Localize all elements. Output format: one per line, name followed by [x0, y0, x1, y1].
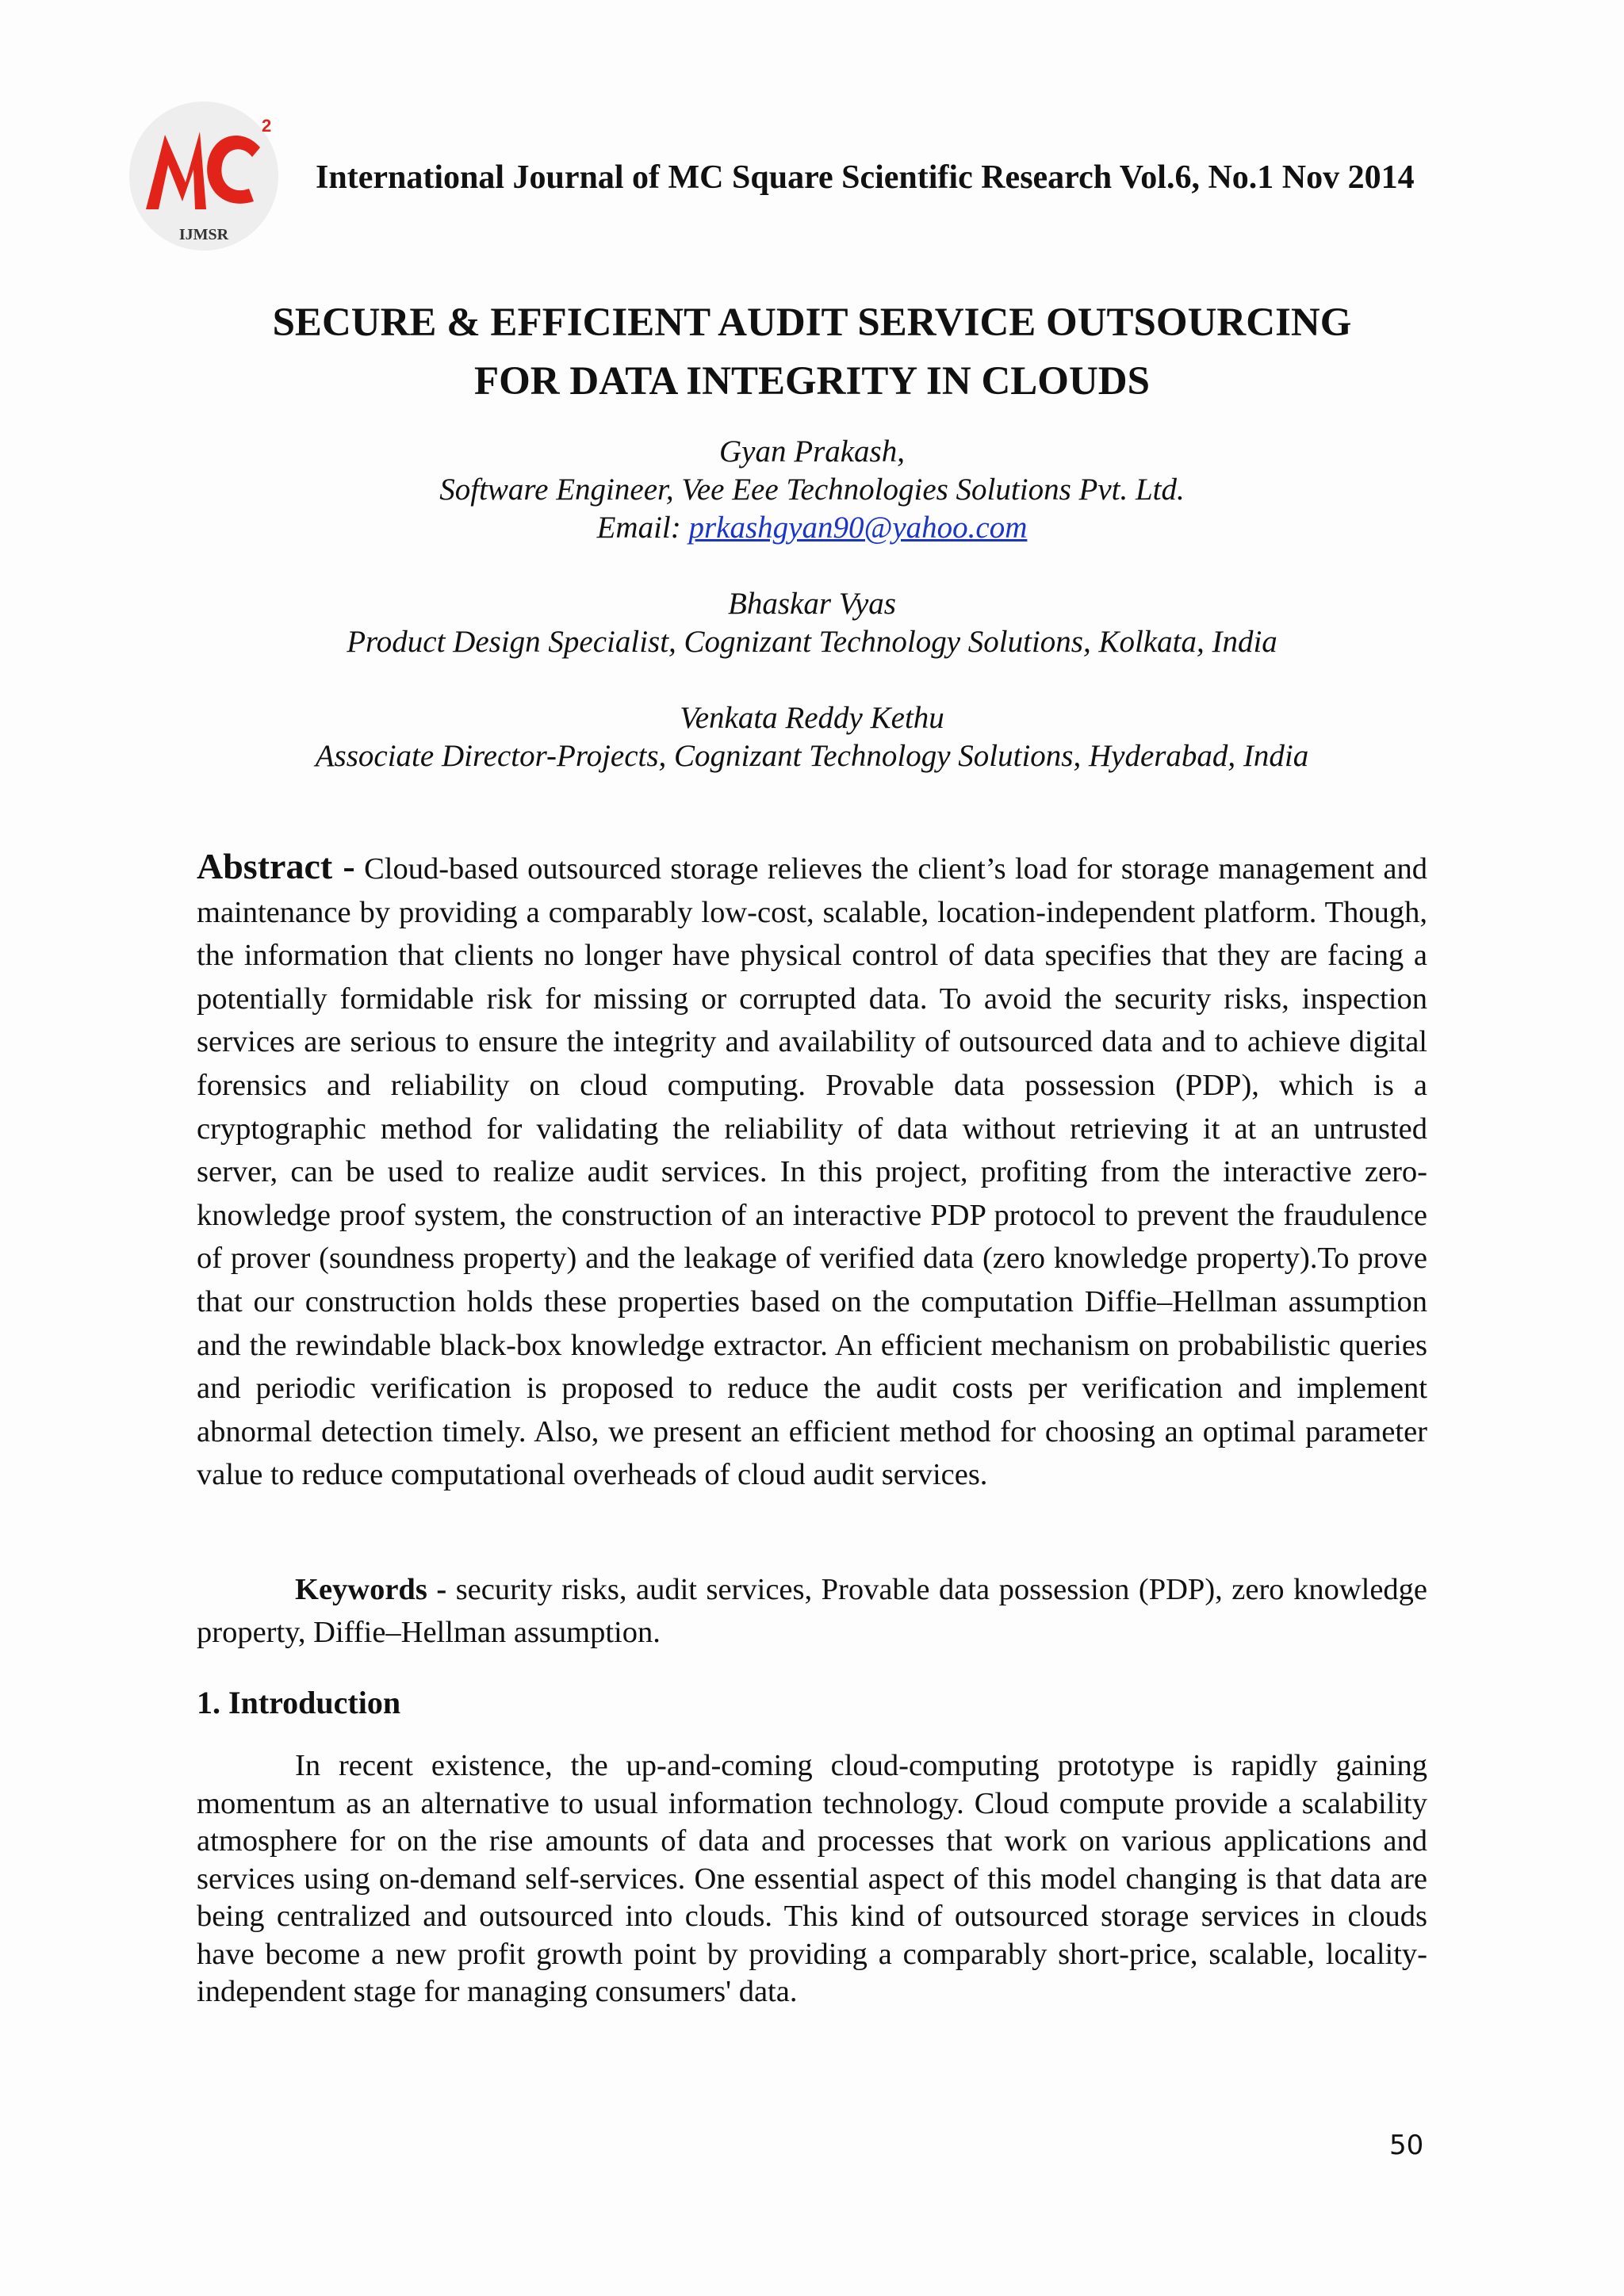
author-email-line — [127, 509, 1497, 547]
journal-header: International Journal of MC Square Scientific Research Vol.6, No.1 Nov 2014 — [316, 159, 1415, 196]
page-number: 50 — [1389, 2130, 1424, 2161]
keywords-text: security risks, audit services, Provable data possession (PDP), zero knowledge property, Diffie–Hellman assumption. — [197, 1573, 1427, 1649]
section-heading-introduction: 1. Introduction — [197, 1685, 401, 1720]
author-affiliation: Associate Director-Projects, Cognizant Technology Solutions, Hyderabad, India — [315, 739, 1309, 773]
author-name: Bhaskar Vyas — [728, 587, 896, 621]
paper-title — [127, 293, 1497, 411]
author-list — [127, 433, 1497, 813]
title-line-1: SECURE & EFFICIENT AUDIT SERVICE OUTSOURCING — [272, 300, 1352, 345]
author-2 — [127, 585, 1497, 661]
title-line-2: FOR DATA INTEGRITY IN CLOUDS — [473, 359, 1150, 404]
email-link[interactable]: prkashgyan90@yahoo.com — [688, 511, 1028, 545]
author-1 — [127, 433, 1497, 547]
author-name: Gyan Prakash, — [719, 434, 905, 469]
journal-logo — [121, 100, 287, 251]
keywords-label: Keywords - — [295, 1573, 447, 1606]
logo-superscript: 2 — [262, 116, 272, 136]
abstract — [197, 845, 1427, 1497]
author-name: Venkata Reddy Kethu — [680, 701, 944, 735]
author-affiliation: Product Design Specialist, Cognizant Technology Solutions, Kolkata, India — [347, 625, 1277, 659]
logo-text: IJMSR — [178, 226, 229, 243]
author-affiliation: Software Engineer, Vee Eee Technologies Solutions Pvt. Ltd. — [439, 473, 1185, 507]
introduction-paragraph: In recent existence, the up-and-coming cloud-computing prototype is rapidly gaining momentum as an alternative to usual information technology. Cloud compute provide a scalability atmosphere for on the rise amounts of data and processes that work on various applications and services using on-demand self-services. One essential aspect of this model changing is that data are being centralized and outsourced into clouds. This kind of outsourced storage services in clouds have become a new profit growth point by providing a comparably short-price, scalable, locality-independent stage for managing consumers' data. — [197, 1749, 1427, 2008]
keywords — [197, 1568, 1427, 1654]
email-label: Email: — [596, 511, 689, 545]
abstract-text: Cloud-based outsourced storage relieves the client’s load for storage management and maintenance by providing a comparably low-cost, scalable, location-independent platform. Though, the information that clients no longer have physical control of data specifies that they are facing a potentially formidable risk for missing or corrupted data. To avoid the security risks, inspection services are serious to ensure the integrity and availability of outsourced data and to achieve digital forensics and reliability on cloud computing. Provable data possession (PDP), which is a cryptographic method for validating the reliability of data without retrieving it at an untrusted server, can be used to realize audit services. In this project, profiting from the interactive zero-knowledge proof system, the construction of an interactive PDP protocol to prevent the fraudulence of prover (soundness property) and the leakage of verified data (zero knowledge property).To prove that our construction holds these properties based on the computation Diffie–Hellman assumption and the rewindable black-box knowledge extractor. An efficient mechanism on probabilistic queries and periodic verification is proposed to reduce the audit costs per verification and implement abnormal detection timely. Also, we present an efficient method for choosing an optimal parameter value to reduce computational overheads of cloud audit services. — [197, 852, 1427, 1492]
abstract-label: Abstract - — [197, 846, 355, 886]
author-3 — [127, 699, 1497, 775]
